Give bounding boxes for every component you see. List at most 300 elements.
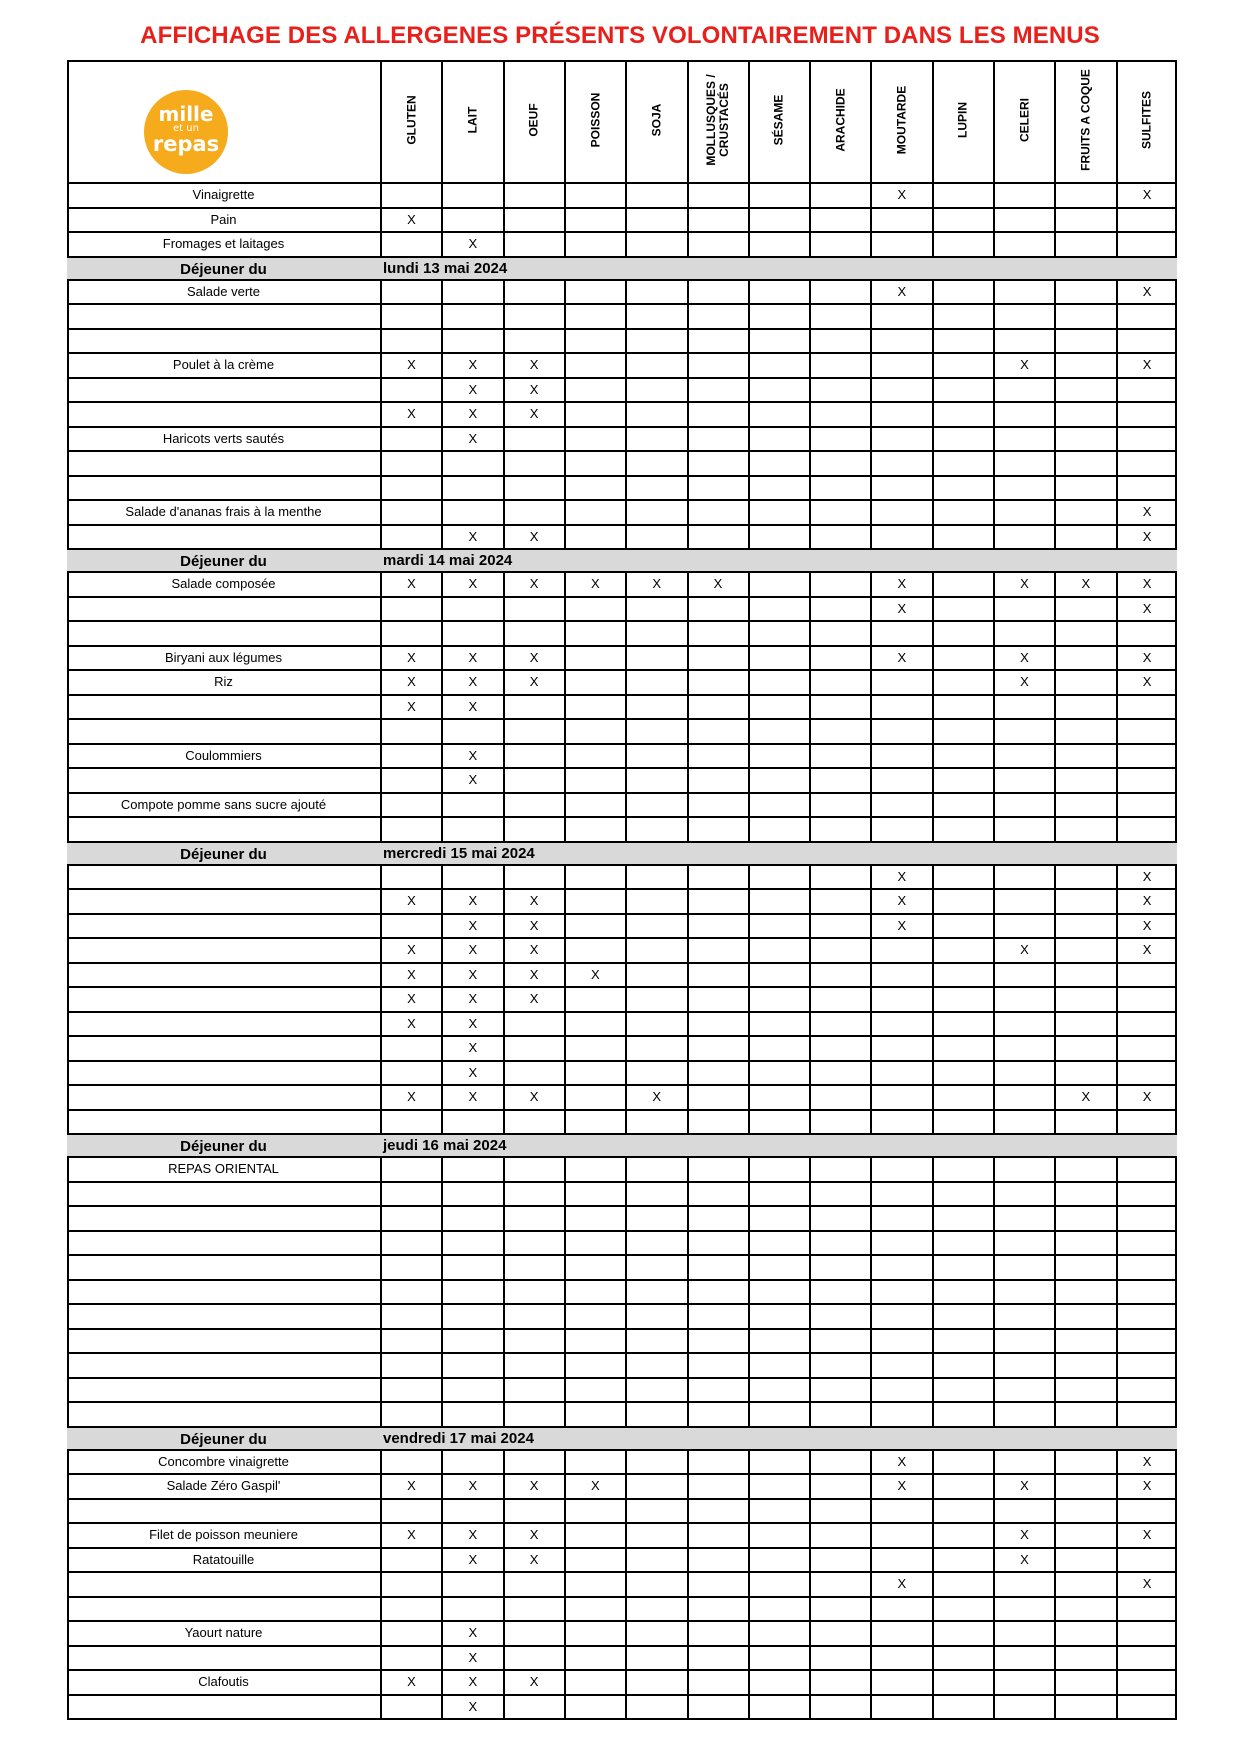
allergen-header-s-same: SÉSAME: [771, 94, 786, 146]
allergen-header-poisson: POISSON: [588, 92, 603, 148]
grid-line-vertical: [748, 1449, 750, 1721]
grid-line-vertical: [870, 1156, 872, 1428]
grid-line-horizontal: [67, 792, 1177, 794]
grid-line-vertical: [1116, 60, 1118, 258]
dish-name: Clafoutis: [198, 1674, 249, 1689]
allergen-mark: X: [468, 893, 478, 908]
allergen-mark: X: [407, 1478, 416, 1493]
grid-line-vertical: [993, 279, 995, 551]
grid-line-vertical: [67, 1449, 69, 1721]
allergen-mark: X: [468, 406, 478, 421]
allergen-mark: X: [468, 942, 478, 957]
allergen-mark: X: [897, 187, 907, 202]
allergen-mark: X: [1142, 942, 1152, 957]
allergen-header-mollusques-crustac-s: MOLLUSQUES / CRUSTACÉS: [704, 74, 732, 166]
grid-line-vertical: [625, 1449, 627, 1721]
grid-line-horizontal: [67, 669, 1177, 671]
allergen-header-gluten: GLUTEN: [404, 95, 419, 145]
dish-name: Salade d'ananas frais à la menthe: [125, 504, 322, 519]
grid-line-horizontal: [67, 1401, 1177, 1403]
day-date: jeudi 16 mai 2024: [383, 1137, 507, 1154]
allergen-mark: X: [1020, 1551, 1029, 1567]
grid-line-vertical: [809, 864, 811, 1136]
grid-line-horizontal: [67, 1035, 1177, 1037]
allergen-mark: X: [468, 772, 478, 787]
day-date: lundi 13 mai 2024: [383, 259, 508, 277]
grid-line-vertical: [687, 571, 689, 843]
allergen-mark: X: [1142, 649, 1152, 665]
grid-line-vertical: [932, 279, 934, 551]
grid-line-vertical: [441, 571, 443, 843]
grid-line-vertical: [870, 1449, 872, 1721]
grid-line-horizontal: [67, 475, 1177, 477]
allergen-mark: X: [1142, 917, 1152, 933]
allergen-mark: X: [468, 1625, 478, 1640]
grid-line-vertical: [809, 279, 811, 551]
allergen-mark: X: [1142, 1453, 1152, 1469]
allergen-mark: X: [407, 674, 416, 689]
grid-line-vertical: [503, 279, 505, 551]
allergen-mark: X: [407, 406, 416, 421]
grid-line-vertical: [67, 1156, 69, 1428]
dish-name: REPAS ORIENTAL: [168, 1161, 279, 1176]
dish-name: Riz: [214, 674, 233, 689]
grid-line-horizontal: [67, 352, 1177, 354]
grid-line-horizontal: [67, 231, 1177, 233]
grid-line-horizontal: [67, 1084, 1177, 1086]
allergen-mark: X: [897, 1453, 907, 1469]
grid-line-horizontal: [67, 377, 1177, 379]
allergen-mark: X: [591, 966, 600, 982]
day-date: mercredi 15 mai 2024: [383, 844, 535, 862]
allergen-mark: X: [407, 576, 416, 591]
page-title: AFFICHAGE DES ALLERGENES PRÉSENTS VOLONTAIREMENT DANS LES MENUS: [140, 22, 1100, 49]
day-label: Déjeuner du: [180, 1138, 267, 1155]
grid-line-vertical: [748, 571, 750, 843]
grid-line-vertical: [441, 1449, 443, 1721]
allergen-mark: X: [529, 1551, 539, 1567]
allergen-mark: X: [1142, 576, 1152, 591]
allergen-mark: X: [468, 1015, 478, 1031]
allergen-mark: X: [1142, 600, 1152, 616]
grid-line-vertical: [1175, 1156, 1177, 1428]
grid-line-vertical: [1054, 1156, 1056, 1428]
grid-line-horizontal: [67, 743, 1177, 745]
grid-line-vertical: [67, 279, 69, 551]
grid-line-horizontal: [67, 1060, 1177, 1062]
grid-line-vertical: [748, 1156, 750, 1428]
grid-line-vertical: [625, 571, 627, 843]
allergen-mark: X: [407, 211, 416, 227]
allergen-mark: X: [407, 698, 416, 714]
grid-line-horizontal: [67, 1620, 1177, 1622]
allergen-mark: X: [468, 649, 478, 665]
grid-line-horizontal: [67, 645, 1177, 647]
grid-line-vertical: [503, 60, 505, 258]
day-date: vendredi 17 mai 2024: [383, 1429, 534, 1447]
grid-line-vertical: [441, 1156, 443, 1428]
grid-line-vertical: [564, 571, 566, 843]
allergen-mark: X: [529, 966, 539, 982]
grid-line-vertical: [809, 1156, 811, 1428]
allergen-mark: X: [468, 576, 478, 591]
grid-line-horizontal: [67, 1181, 1177, 1183]
grid-line-vertical: [380, 571, 382, 843]
allergen-mark: X: [468, 698, 478, 714]
grid-line-vertical: [564, 1449, 566, 1721]
grid-line-vertical: [564, 60, 566, 258]
allergen-mark: X: [468, 1064, 478, 1080]
allergen-mark: X: [468, 917, 478, 933]
allergen-mark: X: [407, 1089, 416, 1104]
grid-line-horizontal: [67, 888, 1177, 890]
grid-line-vertical: [993, 1449, 995, 1721]
grid-line-vertical: [748, 864, 750, 1136]
grid-line-vertical: [993, 60, 995, 258]
grid-line-horizontal: [67, 1547, 1177, 1549]
dish-name: Salade composée: [171, 576, 276, 591]
allergen-mark: X: [652, 576, 662, 591]
dish-name: Vinaigrette: [192, 187, 255, 202]
allergen-mark: X: [468, 674, 478, 689]
grid-line-vertical: [870, 571, 872, 843]
grid-line-horizontal: [67, 1449, 1177, 1451]
grid-line-horizontal: [67, 1498, 1177, 1500]
allergen-mark: X: [468, 1478, 478, 1493]
logo-text-line1: mille: [158, 102, 214, 126]
allergen-mark: X: [652, 1089, 662, 1104]
grid-line-horizontal: [67, 499, 1177, 501]
grid-line-vertical: [1054, 60, 1056, 258]
grid-line-vertical: [870, 864, 872, 1136]
grid-line-vertical: [748, 279, 750, 551]
grid-line-horizontal: [67, 1718, 1177, 1720]
dish-name: Ratatouille: [192, 1551, 255, 1567]
grid-line-horizontal: [67, 1522, 1177, 1524]
grid-line-vertical: [67, 571, 69, 843]
allergen-mark: X: [468, 966, 478, 982]
grid-line-vertical: [1175, 60, 1177, 258]
grid-line-horizontal: [67, 767, 1177, 769]
grid-line-horizontal: [67, 1109, 1177, 1111]
allergen-mark: X: [897, 1576, 907, 1591]
grid-line-vertical: [809, 60, 811, 258]
grid-line-horizontal: [67, 328, 1177, 330]
allergen-mark: X: [407, 942, 416, 957]
grid-line-vertical: [625, 279, 627, 551]
grid-line-vertical: [503, 1449, 505, 1721]
grid-line-vertical: [1175, 571, 1177, 843]
grid-line-horizontal: [67, 1669, 1177, 1671]
dish-name: Haricots verts sautés: [162, 430, 285, 446]
grid-line-vertical: [932, 60, 934, 258]
grid-line-horizontal: [67, 816, 1177, 818]
grid-line-vertical: [564, 864, 566, 1136]
allergen-mark: X: [897, 1478, 907, 1493]
allergen-mark: X: [1142, 1527, 1152, 1542]
grid-line-vertical: [441, 279, 443, 551]
allergen-mark: X: [1020, 1478, 1029, 1493]
grid-line-vertical: [1116, 1449, 1118, 1721]
mille-et-un-repas-logo: [144, 90, 228, 174]
grid-line-horizontal: [67, 571, 1177, 573]
grid-line-vertical: [687, 1156, 689, 1428]
grid-line-vertical: [1175, 1449, 1177, 1721]
grid-line-horizontal: [67, 303, 1177, 305]
dish-name: Filet de poisson meuniere: [149, 1527, 298, 1542]
allergen-mark: X: [1142, 1089, 1152, 1104]
logo-text-line2: et un: [173, 123, 199, 134]
grid-line-vertical: [441, 864, 443, 1136]
allergen-header-celeri: CELERI: [1017, 97, 1032, 143]
grid-line-horizontal: [67, 694, 1177, 696]
dish-name: Fromages et laitages: [162, 236, 285, 251]
allergen-header-oeuf: OEUF: [526, 103, 541, 137]
allergen-mark: X: [407, 966, 416, 982]
allergen-mark: X: [1142, 283, 1152, 299]
allergen-mark: X: [468, 1527, 478, 1542]
day-date: mardi 14 mai 2024: [383, 552, 513, 569]
day-label: Déjeuner du: [180, 260, 267, 278]
allergen-mark: X: [407, 893, 416, 908]
allergen-mark: X: [529, 942, 539, 957]
dish-name: Compote pomme sans sucre ajouté: [120, 796, 327, 812]
dish-name: Salade Zéro Gaspil': [166, 1478, 281, 1493]
allergen-mark: X: [468, 1040, 478, 1055]
allergen-mark: X: [529, 1089, 539, 1104]
allergen-mark: X: [468, 357, 478, 372]
allergen-mark: X: [1142, 868, 1152, 884]
grid-line-horizontal: [67, 1571, 1177, 1573]
grid-line-vertical: [809, 571, 811, 843]
grid-line-vertical: [1175, 279, 1177, 551]
allergen-mark: X: [407, 1674, 416, 1689]
grid-line-vertical: [932, 571, 934, 843]
grid-line-horizontal: [67, 596, 1177, 598]
allergen-mark: X: [1142, 1576, 1152, 1591]
grid-line-vertical: [1175, 864, 1177, 1136]
grid-line-vertical: [380, 60, 382, 258]
grid-line-horizontal: [67, 1254, 1177, 1256]
allergen-mark: X: [529, 1674, 539, 1689]
allergen-mark: X: [1142, 357, 1152, 372]
grid-line-vertical: [748, 60, 750, 258]
grid-line-vertical: [870, 60, 872, 258]
allergen-mark: X: [407, 649, 416, 665]
allergen-mark: X: [468, 1649, 478, 1665]
allergen-mark: X: [1020, 674, 1029, 689]
allergen-mark: X: [529, 674, 539, 689]
grid-line-vertical: [687, 1449, 689, 1721]
grid-line-horizontal: [67, 426, 1177, 428]
grid-line-horizontal: [67, 937, 1177, 939]
allergen-mark: X: [713, 576, 723, 591]
allergen-mark: X: [468, 991, 478, 1006]
dish-name: Coulommiers: [185, 747, 262, 763]
allergen-mark: X: [1142, 1478, 1152, 1493]
allergen-mark: X: [1142, 528, 1152, 544]
grid-line-vertical: [932, 864, 934, 1136]
grid-line-vertical: [687, 60, 689, 258]
grid-line-horizontal: [67, 450, 1177, 452]
allergen-header-moutarde: MOUTARDE: [894, 85, 909, 155]
grid-line-horizontal: [67, 620, 1177, 622]
allergen-mark: X: [468, 747, 478, 763]
grid-line-horizontal: [67, 1694, 1177, 1696]
allergen-mark: X: [529, 1478, 539, 1493]
allergen-mark: X: [468, 1674, 478, 1689]
allergen-mark: X: [1142, 187, 1152, 202]
allergen-mark: X: [407, 357, 416, 372]
grid-line-horizontal: [67, 1205, 1177, 1207]
dish-name: Biryani aux légumes: [164, 649, 283, 665]
grid-line-horizontal: [67, 1279, 1177, 1281]
grid-line-horizontal: [67, 1645, 1177, 1647]
allergen-mark: X: [1142, 674, 1152, 689]
grid-line-horizontal: [67, 1303, 1177, 1305]
grid-line-horizontal: [67, 1473, 1177, 1475]
grid-line-horizontal: [67, 864, 1177, 866]
grid-line-horizontal: [67, 524, 1177, 526]
allergen-header-fruits-a-coque: FRUITS A COQUE: [1078, 69, 1093, 171]
allergen-mark: X: [529, 576, 539, 591]
allergen-mark: X: [529, 381, 539, 397]
allergen-mark: X: [897, 600, 907, 616]
allergen-mark: X: [591, 576, 600, 591]
allergen-mark: X: [468, 528, 478, 544]
dish-name: Concombre vinaigrette: [158, 1453, 289, 1469]
allergen-mark: X: [529, 1527, 539, 1542]
grid-line-vertical: [1054, 864, 1056, 1136]
grid-line-horizontal: [67, 60, 1177, 62]
grid-line-vertical: [870, 279, 872, 551]
grid-line-vertical: [67, 864, 69, 1136]
grid-line-vertical: [564, 279, 566, 551]
logo-text-line3: repas: [152, 132, 220, 156]
allergen-header-lait: LAIT: [465, 106, 480, 134]
allergen-mark: X: [1020, 942, 1029, 957]
grid-line-vertical: [687, 864, 689, 1136]
allergen-header-sulfites: SULFITES: [1139, 90, 1154, 150]
allergen-mark: X: [897, 868, 907, 884]
allergen-mark: X: [897, 917, 907, 933]
grid-line-vertical: [625, 60, 627, 258]
grid-line-vertical: [564, 1156, 566, 1428]
grid-line-vertical: [1116, 571, 1118, 843]
dish-name: Pain: [210, 211, 237, 227]
grid-line-horizontal: [67, 962, 1177, 964]
grid-line-vertical: [380, 864, 382, 1136]
grid-line-vertical: [932, 1156, 934, 1428]
grid-line-horizontal: [67, 1596, 1177, 1598]
allergen-mark: X: [897, 893, 907, 908]
allergen-header-soja: SOJA: [649, 103, 664, 137]
grid-line-vertical: [503, 1156, 505, 1428]
allergen-mark: X: [1020, 649, 1029, 665]
grid-line-vertical: [441, 60, 443, 258]
grid-line-horizontal: [67, 1377, 1177, 1379]
allergen-mark: X: [468, 236, 478, 251]
allergen-mark: X: [529, 917, 539, 933]
grid-line-horizontal: [67, 279, 1177, 281]
allergen-mark: X: [1081, 576, 1091, 591]
grid-line-vertical: [809, 1449, 811, 1721]
allergen-mark: X: [407, 991, 416, 1006]
day-label: Déjeuner du: [180, 553, 267, 570]
grid-line-vertical: [380, 1156, 382, 1428]
grid-line-vertical: [993, 571, 995, 843]
allergen-mark: X: [529, 991, 539, 1006]
allergen-mark: X: [897, 649, 907, 665]
grid-line-horizontal: [67, 1230, 1177, 1232]
grid-line-vertical: [1116, 1156, 1118, 1428]
allergen-mark: X: [468, 381, 478, 397]
allergen-mark: X: [407, 1527, 416, 1542]
allergen-mark: X: [1020, 357, 1029, 372]
allergen-mark: X: [1142, 504, 1152, 519]
grid-line-horizontal: [67, 718, 1177, 720]
day-label: Déjeuner du: [180, 845, 267, 863]
allergen-header-lupin: LUPIN: [955, 102, 970, 138]
allergen-mark: X: [468, 1089, 478, 1104]
grid-line-vertical: [1054, 279, 1056, 551]
grid-line-vertical: [67, 60, 69, 258]
grid-line-vertical: [1116, 864, 1118, 1136]
allergen-mark: X: [407, 1015, 416, 1031]
grid-line-vertical: [1116, 279, 1118, 551]
allergen-mark: X: [591, 1478, 600, 1493]
grid-line-vertical: [625, 1156, 627, 1428]
grid-line-horizontal: [67, 986, 1177, 988]
grid-line-vertical: [380, 1449, 382, 1721]
grid-line-vertical: [625, 864, 627, 1136]
dish-name: Poulet à la crème: [172, 357, 275, 372]
grid-line-horizontal: [67, 401, 1177, 403]
allergen-mark: X: [529, 528, 539, 544]
allergen-mark: X: [468, 1698, 478, 1714]
grid-line-horizontal: [67, 1011, 1177, 1013]
dish-name: Salade verte: [187, 283, 260, 299]
grid-line-horizontal: [67, 913, 1177, 915]
grid-line-horizontal: [67, 182, 1177, 184]
allergen-mark: X: [529, 893, 539, 908]
allergen-mark: X: [1142, 893, 1152, 908]
grid-line-horizontal: [67, 1328, 1177, 1330]
allergen-mark: X: [1081, 1089, 1091, 1104]
grid-line-horizontal: [67, 1352, 1177, 1354]
allergen-table: [67, 60, 1177, 1728]
allergen-header-arachide: ARACHIDE: [833, 88, 848, 152]
allergen-mark: X: [529, 406, 539, 421]
dish-name: Yaourt nature: [184, 1625, 263, 1640]
day-label: Déjeuner du: [180, 1430, 267, 1448]
grid-line-vertical: [993, 864, 995, 1136]
grid-line-vertical: [1054, 571, 1056, 843]
grid-line-vertical: [503, 571, 505, 843]
grid-line-horizontal: [67, 1156, 1177, 1158]
grid-line-vertical: [503, 864, 505, 1136]
allergen-mark: X: [529, 357, 539, 372]
allergen-mark: X: [897, 283, 907, 299]
grid-line-horizontal: [67, 207, 1177, 209]
grid-line-vertical: [932, 1449, 934, 1721]
allergen-mark: X: [468, 1551, 478, 1567]
allergen-mark: X: [1020, 576, 1029, 591]
allergen-mark: X: [529, 649, 539, 665]
allergen-mark: X: [1020, 1527, 1029, 1542]
grid-line-vertical: [380, 279, 382, 551]
grid-line-vertical: [993, 1156, 995, 1428]
